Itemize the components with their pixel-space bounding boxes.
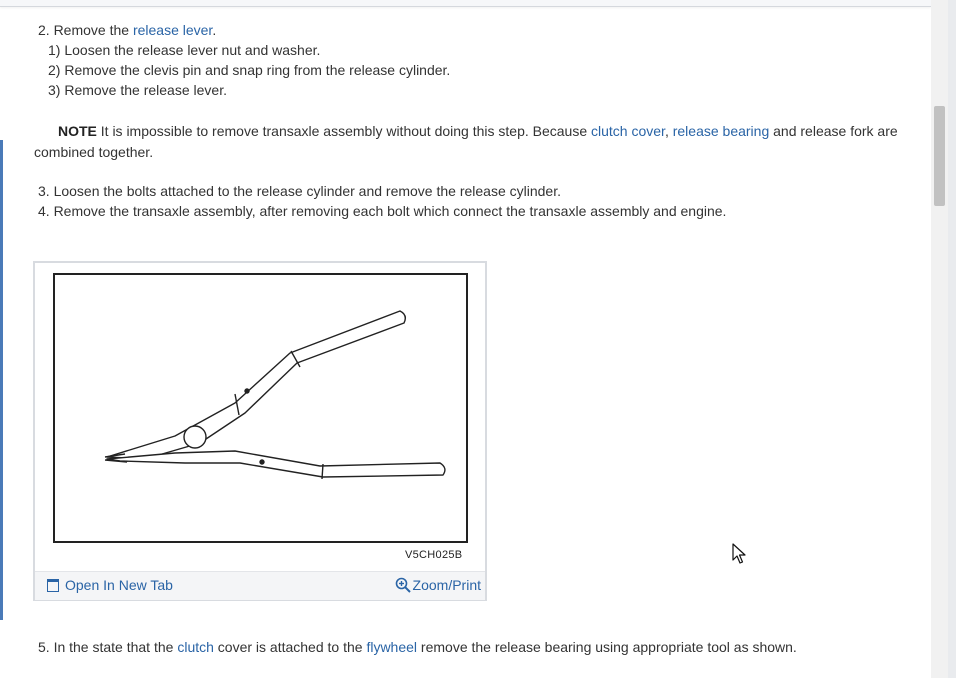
step-4: 4. Remove the transaxle assembly, after removing each bolt which connect the transaxle assembly and engine. (38, 203, 727, 219)
zoom-in-icon (395, 577, 411, 593)
link-clutch-cover[interactable]: clutch cover (591, 123, 665, 139)
note-text-end: and release fork are combined together. (34, 123, 898, 160)
note-text: It is impossible to remove transaxle assembly without doing this step. Because (96, 123, 592, 139)
step-3: 3. Loosen the bolts attached to the release cylinder and remove the release cylinder. (38, 183, 561, 199)
substep-3: 3) Remove the release lever. (48, 82, 227, 98)
step-5-text-mid: cover is attached to the (213, 639, 367, 655)
figure-caption: V5CH025B (405, 549, 463, 561)
figure-container (33, 261, 487, 601)
note-separator: , (664, 123, 673, 139)
link-flywheel[interactable]: flywheel (366, 639, 418, 655)
open-new-tab-icon (47, 579, 59, 592)
open-new-tab-label: Open In New Tab (65, 577, 173, 593)
snap-ring-pliers-illustration (35, 263, 485, 571)
step-2-text: 2. Remove the (38, 22, 133, 38)
step-5 (38, 637, 797, 657)
scrollbar-thumb[interactable] (934, 106, 945, 206)
note-label: NOTE (58, 123, 97, 139)
step-5-text: 5. In the state that the (38, 639, 178, 655)
figure-toolbar (35, 571, 485, 600)
step-2 (38, 20, 216, 40)
substep-2: 2) Remove the clevis pin and snap ring from the release cylinder. (48, 62, 451, 78)
link-release-lever[interactable]: release lever (132, 22, 213, 38)
step-5-text-end: remove the release bearing using appropriate tool as shown. (417, 639, 797, 655)
scrollbar-track[interactable] (931, 0, 948, 678)
step-2-period: . (212, 22, 217, 38)
link-release-bearing[interactable]: release bearing (672, 123, 770, 139)
left-panel-edge (0, 140, 3, 620)
link-clutch[interactable]: clutch (177, 639, 214, 655)
mouse-cursor-icon (732, 543, 746, 565)
note-paragraph (34, 121, 919, 163)
open-new-tab-button[interactable] (47, 577, 173, 593)
top-toolbar-edge (0, 0, 931, 7)
substep-1: 1) Loosen the release lever nut and washer. (48, 42, 321, 58)
right-panel-edge (948, 0, 956, 678)
zoom-print-label: Zoom/Print (412, 577, 481, 593)
zoom-print-button[interactable] (395, 577, 481, 593)
